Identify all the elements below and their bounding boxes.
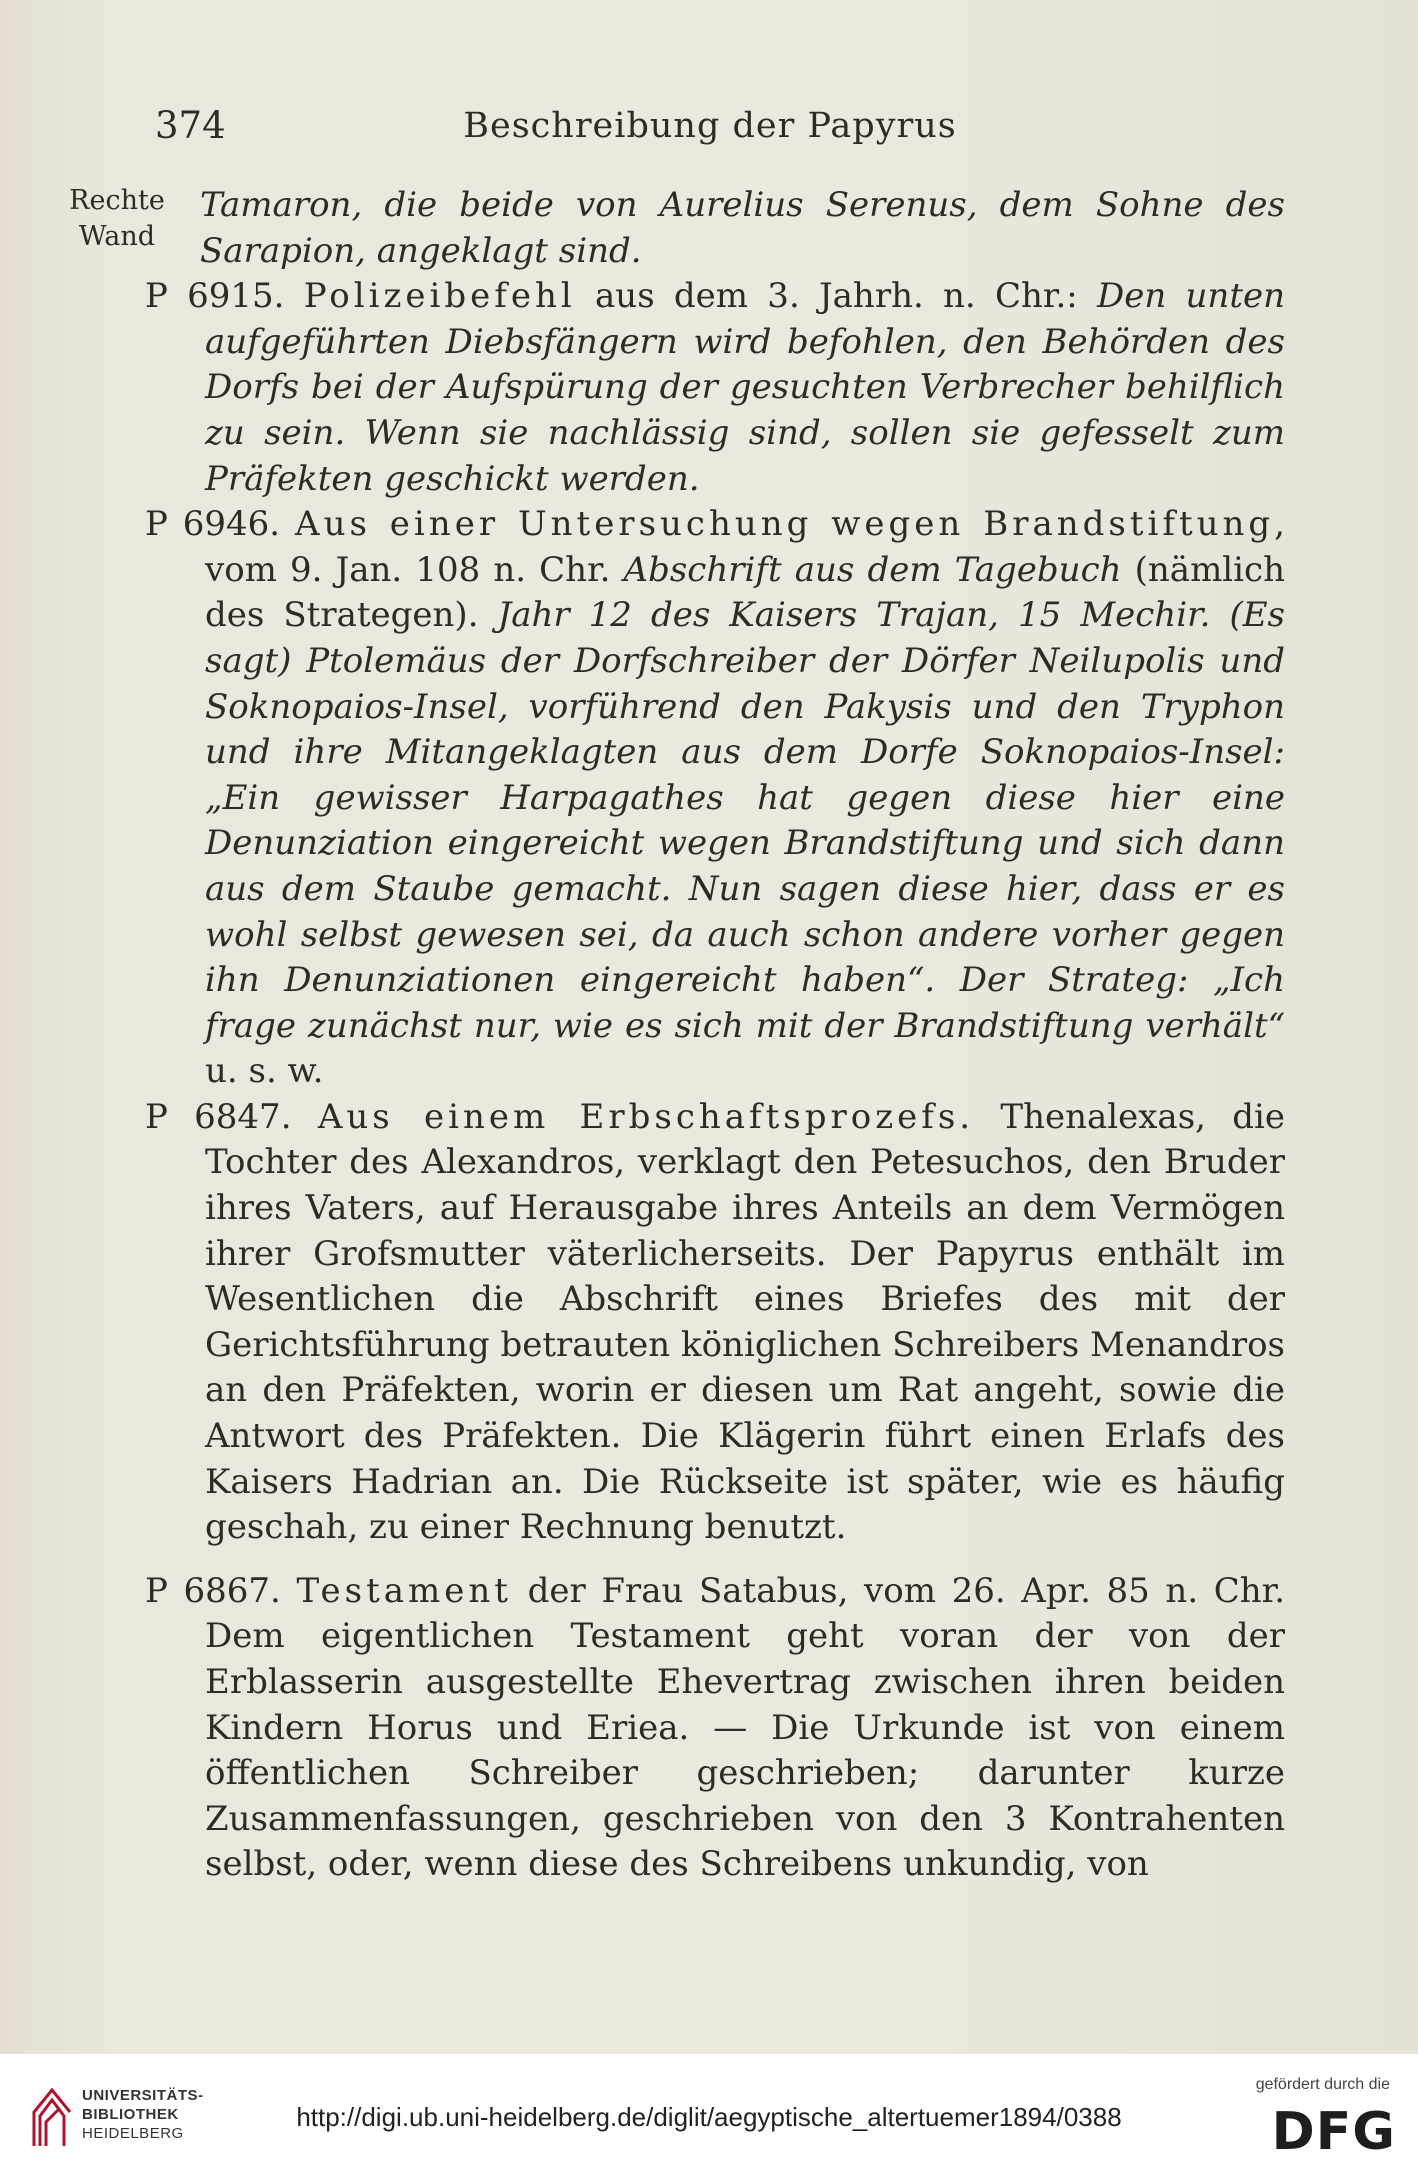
digitization-footer [0,2054,1418,2176]
entry-text: aus dem 3. Jahrh. n. Chr.: [575,276,1097,317]
entry-text: Thenalexas, die Tochter des Alexandros, verklagt den Petesuchos, den Bruder ihres Vaters, auf Herausgabe ihres Anteils an dem Vermögen ihrer Grofsmutter väterlicherseits. Der Papyrus enthält im Wesentlichen die Abschrift eines Briefes des mit der Gerichtsführung betrauten königlichen Schreibers Menandros an den Präfekten, worin er diesen um Rat angeht, sowie die Antwort des Präfekten. Die Klägerin führt einen Erlafs des Kaisers Hadrian an. Die Rückseite ist später, wie es häufig geschah, zu einer Rechnung benutzt. [205,1096,1286,1548]
page-number: 374 [155,104,226,147]
margin-note-line: Rechte [69,185,165,216]
entry-italic-text: Den unten aufgeführten Diebsfängern wird befohlen, den Behörden des Dorfs bei der Aufspürung der gesuchten Verbrecher behilflich zu sein. Wenn sie nachlässig sind, sollen sie gefesselt zum Präfekten geschickt werden. [205,276,1286,499]
entry-text: u. s. w. [205,1051,324,1092]
running-head: Beschreibung der Papyrus [463,106,957,146]
entry-label: P 6847. [145,1096,292,1137]
entry-text: der Frau Satabus, vom 26. Apr. 85 n. Chr. Dem eigentlichen Testament geht voran der von der Erblasserin ausgestellte Ehevertrag zwischen ihren beiden Kindern Horus und Eriea. — Die Urkunde ist von einem öffentlichen Schreiber geschrieben; darunter kurze Zusammenfassungen, geschrieben von den 3 Kontrahenten selbst, oder, wenn diese des Schreibens unkundig, von [205,1570,1286,1885]
intro-paragraph: Tamaron, die beide von Aurelius Serenus, dem Sohne des Sarapion, angeklagt sind. [200,185,1285,271]
body-text [145,183,1285,1888]
dfg-logo: DFG [1271,2102,1396,2162]
entry-p6915 [145,274,1285,502]
margin-note-line: Wand [78,221,156,252]
entry-p6847 [145,1095,1285,1551]
funding-caption: gefördert durch die [1255,2076,1390,2093]
entry-italic-text: Jahr 12 des Kaisers Trajan, 15 Mechir. (Es sagt) Ptolemäus der Dorfschreiber der Dörfer Neilupolis und Soknopaios-Insel, vorführend den Pakysis und den Tryphon und ihre Mitangeklagten aus dem Dorfe Soknopaios-Insel: „Ein gewisser Harpagathes hat gegen diese hier eine Denunziation eingereicht wegen Brandstiftung und sich dann aus dem Staube gemacht. Nun sagen diese hier, dass er es wohl selbst gewesen sei, da auch schon andere vorher gegen ihn Denunziationen eingereicht haben“. Der Strateg: „Ich frage zunächst nur, wie es sich mit der Brandstiftung verhält“ [205,595,1285,1046]
library-line: UNIVERSITÄTS- [82,2087,204,2104]
entry-heading: Aus einem Erbschaftsprozefs. [317,1096,975,1137]
entry-text: , vom 9. Jan. 108 n. Chr. [205,504,1285,590]
entry-label: P 6867. [145,1570,281,1611]
entry-label: P 6915. [145,276,285,317]
source-url[interactable]: http://digi.ub.uni-heidelberg.de/diglit/aegyptische_altertuemer1894/0388 [296,2102,1122,2132]
page-header [145,104,1275,164]
entry-heading: Aus einer Untersuchung wegen Brandstiftung [295,504,1275,545]
entry-label: P 6946. [145,504,281,545]
entry-text: (nämlich des Strategen). [205,549,1285,636]
entry-heading: Polizeibefehl [303,276,576,317]
library-line: HEIDELBERG [82,2125,184,2142]
entry-p6867 [145,1569,1285,1888]
entry-heading: Testament [296,1570,512,1611]
entry-italic-text: Abschrift aus dem Tagebuch [623,549,1122,590]
library-line: BIBLIOTHEK [82,2106,179,2123]
entry-p6946 [145,502,1285,1095]
